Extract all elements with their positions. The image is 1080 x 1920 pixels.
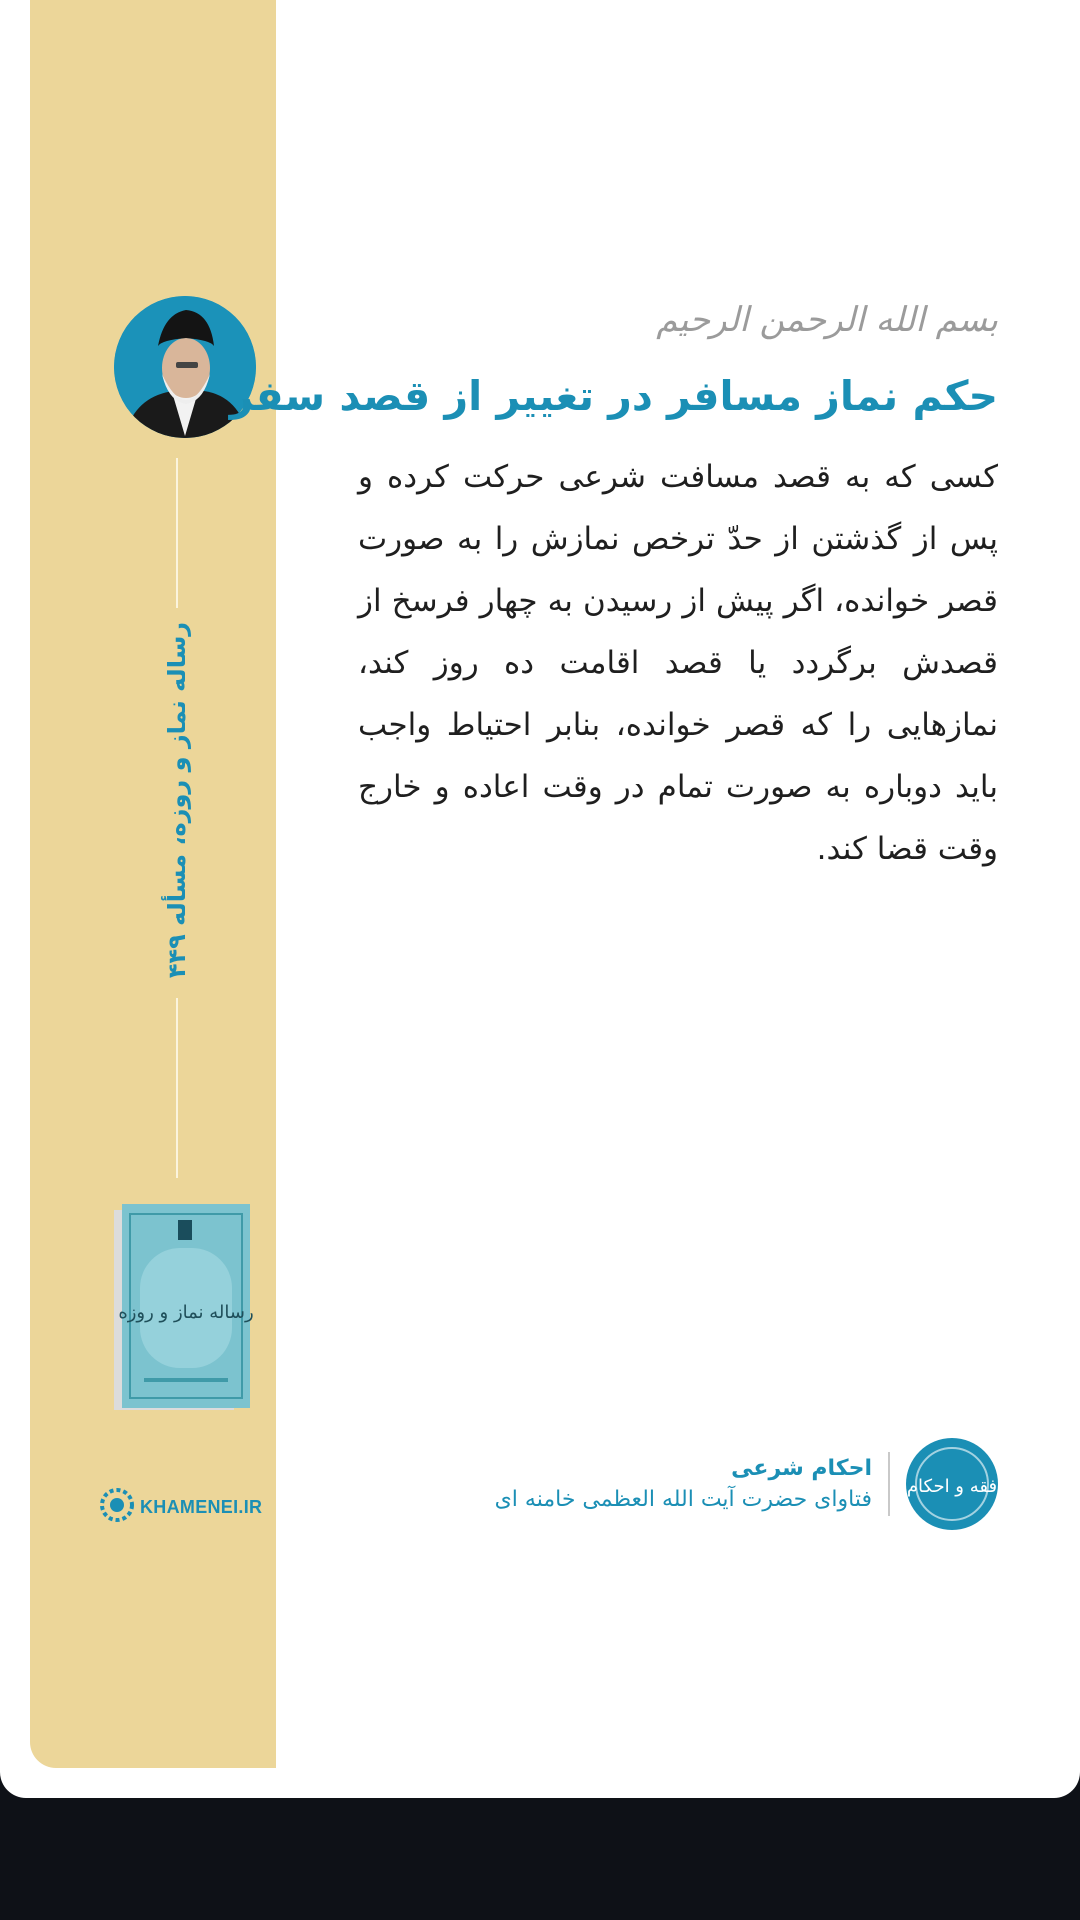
- source-caption: رساله نماز و روزه، مسأله ۴۴۹: [163, 621, 191, 979]
- main-content: [229, 300, 998, 880]
- book-cover-image: [108, 1200, 256, 1414]
- footer-brand: [495, 1438, 998, 1530]
- footer-subtitle: فتاوای حضرت آیت الله العظمی خامنه ای: [494, 1487, 872, 1512]
- sidebar-divider-top: [176, 458, 178, 608]
- sidebar-divider-bottom: [176, 998, 178, 1178]
- footer-divider: [888, 1452, 890, 1516]
- ruling-text: کسی که به قصد مسافت شرعی حرکت کرده و پس از گذشتن از حدّ ترخص نمازش را به صورت قصر خوانده، اگر پیش از رسیدن به چهار فرسخ از قصدش برگردد یا قصد اقامت ده روز کند، نمازهایی را که قصر خوانده، بنابر احتیاط واجب باید دوباره به صورت تمام در وقت اعاده و خارج وقت قضا کند.: [358, 459, 998, 867]
- fiqh-seal-icon: [906, 1438, 998, 1530]
- site-name: KHAMENEI.IR: [140, 1496, 263, 1517]
- book-title-text: رساله نماز و روزه: [118, 1302, 254, 1323]
- seal-text: فقه و احکام: [906, 1476, 998, 1497]
- footer-title: احکام شرعی: [731, 1456, 872, 1481]
- post-title: حکم نماز مسافر در تغییر از قصد سفر: [229, 372, 998, 420]
- sidebar-panel: [30, 0, 276, 1768]
- bismillah-text: بسم الله الرحمن الرحیم: [656, 300, 998, 340]
- khamenei-emblem-icon: [100, 1488, 134, 1526]
- khamenei-logo[interactable]: [100, 1488, 262, 1526]
